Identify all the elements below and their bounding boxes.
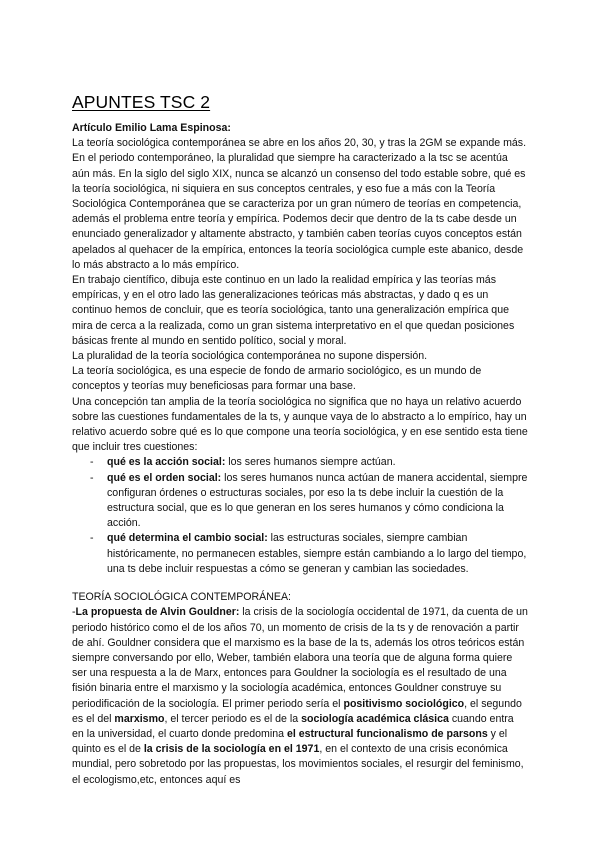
paragraph-agreement: Una concepción tan amplia de la teoría sociológica no significa que no haya un relativo acuerdo sobre las cuestiones fundamentales de la ts, y aunque vaya de lo abstracto a lo empírico, hay un relativo acuerdo sobre qué es lo que compone una teoría sociológica, y en ese sentido esta tiene que incluir tres cuestiones: bbox=[72, 395, 528, 454]
text-run: la crisis de la sociología occidental de 1971, da cuenta de un periodo histórico como el de los años 70, un momento de crisis de la ts y de renovación a partir de ahí. Gouldner considera que el marxismo es la base de la ts, además los otros teóricos están siempre conversando por ello, Weber, también elabora una teoría que de alguna forma quiere ser una respuesta a la de Marx, entonces para Gouldner la sociología es el resultado de una fisión binaria entre el marxismo y la sociología académica, entonces Gouldner construye su periodificación de la sociología. El primer periodo sería el bbox=[72, 606, 528, 710]
bold-run: La propuesta de Alvin Gouldner: bbox=[75, 606, 240, 619]
document-title: APUNTES TSC 2 bbox=[72, 92, 211, 112]
paragraph-wardrobe: La teoría sociológica, es una especie de fondo de armario sociológico, es un mundo de conceptos y teorías muy beneficiosas para formar una base. bbox=[72, 365, 482, 393]
text-run: , el segundo es el del bbox=[72, 697, 522, 725]
bold-run: marxismo bbox=[114, 712, 165, 725]
list-item-social-order bbox=[72, 471, 528, 532]
list-item-term: qué determina el cambio social: bbox=[107, 532, 268, 545]
paragraph-plurality: En el periodo contemporáneo, la pluralidad que siempre ha caracterizado a la tsc se acentúa aún más. En la siglo del siglo XIX, nunca se alcanzó un consenso del todo estable sobre, qué es la teoría sociológica, ni siquiera en sus conceptos centrales, y eso fue a más con la Teoría Sociológica Contemporánea que se caracteriza por un gran número de teorías en competencia, además el problema entre teoría y empírica. Podemos decir que dentro de la ts cabe desde un enunciado generalizador y altamente abstracto, y también caben teorías cuyos conceptos están apelados al quehacer de la empírica, entonces la teoría sociológica cumple este abanico, desde lo más abstracto a lo más empírico. bbox=[72, 152, 526, 271]
list-item-term: qué es la acción social: bbox=[107, 456, 226, 469]
section-heading: TEORÍA SOCIOLÓGICA CONTEMPORÁNEA: bbox=[72, 591, 291, 604]
list-item-text: los seres humanos nunca actúan de manera accidental, siempre configuran órdenes o estructuras sociales, por eso la ts debe incluir la cuestión de la estructura social, que es lo que generan en los seres humanos y cómo condiciona la acción. bbox=[107, 471, 528, 530]
list-dash: - bbox=[90, 532, 94, 545]
spacer bbox=[72, 577, 528, 590]
bold-run: positivismo sociológico bbox=[343, 697, 465, 710]
list-item-social-change bbox=[72, 531, 528, 577]
document-page bbox=[72, 92, 528, 788]
bold-run: el estructural funcionalismo de parsons bbox=[286, 727, 488, 740]
bold-run: sociología académica clásica bbox=[301, 712, 449, 725]
list-item-social-action bbox=[72, 455, 528, 470]
paragraph-continuum: En trabajo científico, dibuja este continuo en un lado la realidad empírica y las teorías más empíricas, y en el otro lado las generalizaciones teóricas más abstractas, y dado q es un continuo hemos de concluir, que es teoría sociológica, tanto una generalización empírica que mira de cerca a la realizada, como un gran sistema interpretativo en el que quedan posiciones básicas frente al mundo en sentido político, social y moral. bbox=[72, 274, 515, 347]
bold-run: la crisis de la sociología en el 1971 bbox=[143, 743, 320, 756]
three-questions-list bbox=[72, 455, 528, 577]
paragraph-dispersion: La pluralidad de la teoría sociológica contemporánea no supone dispersión. bbox=[72, 350, 428, 363]
list-dash: - bbox=[90, 471, 94, 484]
list-dash: - bbox=[90, 456, 94, 469]
paragraph-gouldner bbox=[72, 605, 528, 787]
text-run: y el quinto es el de bbox=[72, 727, 508, 756]
text-run: - bbox=[72, 606, 76, 619]
text-run: cuando entra en la universidad, el cuarto donde predomina bbox=[72, 712, 514, 740]
list-item-text: los seres humanos siempre actúan. bbox=[225, 456, 396, 469]
article-subtitle: Artículo Emilio Lama Espinosa: bbox=[72, 122, 231, 134]
paragraph-intro: La teoría sociológica contemporánea se abre en los años 20, 30, y tras la 2GM se expande más. bbox=[72, 137, 527, 150]
list-item-text: las estructuras sociales, siempre cambian históricamente, no permanecen estables, siempre están cambiando a lo largo del tiempo, una ts debe incluir respuestas a cómo se generan y cambian las sociedades. bbox=[107, 532, 527, 575]
text-run: , en el contexto de una crisis económica mundial, pero sobretodo por las propuestas, los movimientos sociales, el resurgir del feminismo, el ecologismo,etc, entonces aquí es bbox=[72, 743, 524, 786]
list-item-term: qué es el orden social: bbox=[107, 471, 222, 484]
text-run: , el tercer periodo es el de la bbox=[164, 712, 302, 725]
